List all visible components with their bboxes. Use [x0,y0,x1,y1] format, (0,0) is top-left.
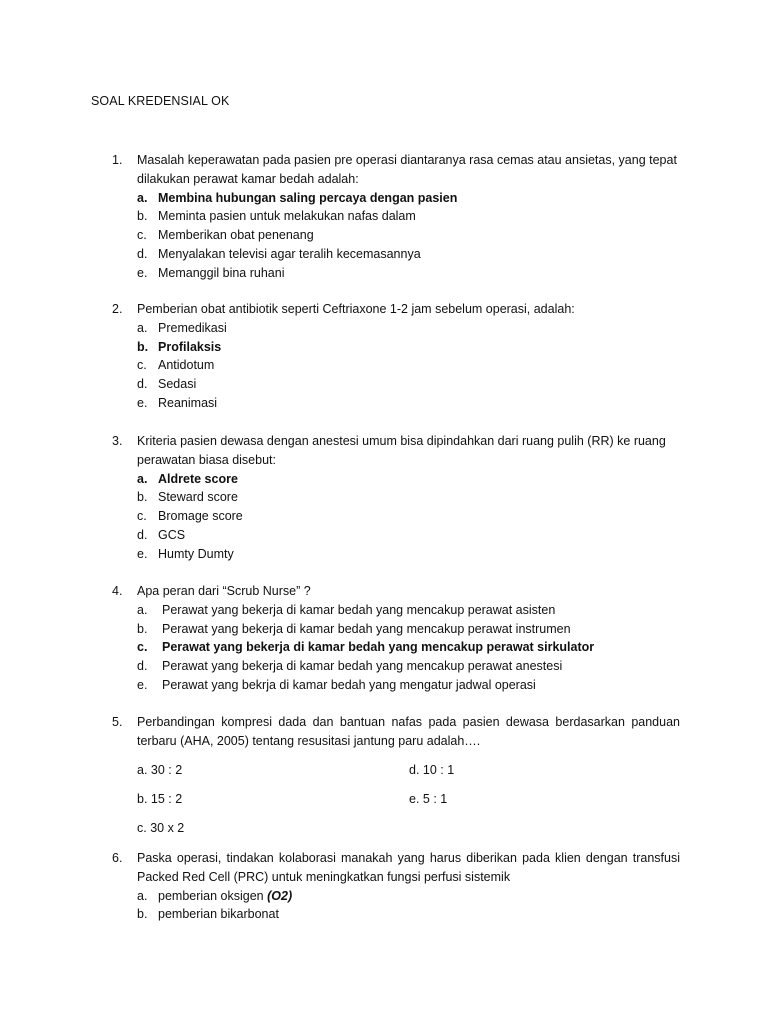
question-2 [112,300,680,413]
option-letter: c. [137,358,147,373]
option-d [137,245,680,264]
question-number: 5. [112,715,123,729]
option-letter: a. [137,471,148,486]
question-stem: Kriteria pasien dewasa dengan anestesi umum bisa dipindahkan dari ruang pulih (RR) ke ruang perawatan biasa disebut: [137,434,666,467]
option-text: Aldrete score [158,471,238,486]
option-letter: d. [137,246,148,261]
document-title: SOAL KREDENSIAL OK [91,94,230,108]
option-text: GCS [158,527,186,542]
answer-grid [137,761,680,841]
option-c [137,356,680,375]
option-c: c. 30 x 2 [137,820,185,835]
option-text: Membina hubungan saling percaya dengan pasien [158,190,458,205]
option-d [137,526,680,545]
option-letter: a. [137,602,148,617]
option-letter: e. [137,677,148,692]
question-1 [112,151,680,283]
option-letter: b. [137,907,148,922]
option-a [137,470,680,489]
option-a [137,887,680,906]
question-stem: Pemberian obat antibiotik seperti Ceftriaxone 1-2 jam sebelum operasi, adalah: [137,302,575,316]
option-text: Humty Dumty [158,546,234,561]
option-extra: (O2) [267,888,293,903]
option-a: a. 30 : 2 [137,762,183,777]
option-a [137,189,680,208]
option-text: Sedasi [158,377,197,392]
question-3 [112,432,680,564]
option-d: d. 10 : 1 [409,762,455,777]
question-number: 1. [112,153,123,167]
option-e [137,394,680,413]
option-d [137,657,680,676]
question-number: 2. [112,302,123,316]
option-b [137,338,680,357]
option-letter: d. [137,659,148,674]
option-letter: e. [137,546,148,561]
option-letter: b. [137,490,148,505]
option-text: Perawat yang bekerja di kamar bedah yang mencakup perawat instrumen [162,621,571,636]
option-e [137,676,680,695]
question-stem: Paska operasi, tindakan kolaborasi manakah yang harus diberikan pada klien dengan transfusi Packed Red Cell (PRC) untuk meningkatkan fungsi perfusi sistemik [137,851,680,884]
option-b [137,620,680,639]
option-b [137,207,680,226]
option-b [137,905,680,924]
option-a [137,601,680,620]
option-text: pemberian oksigen [158,888,264,903]
question-5 [112,713,680,841]
option-text: Reanimasi [158,395,218,410]
option-text: Perawat yang bekerja di kamar bedah yang mencakup perawat sirkulator [162,640,595,655]
option-text: Antidotum [158,358,215,373]
option-e [137,545,680,564]
question-stem: Masalah keperawatan pada pasien pre operasi diantaranya rasa cemas atau ansietas, yang tepat dilakukan perawat kamar bedah adalah: [137,153,677,186]
question-number: 3. [112,434,123,448]
option-text: Profilaksis [158,339,222,354]
option-letter: c. [137,640,148,655]
question-stem: Apa peran dari “Scrub Nurse” ? [137,584,311,598]
question-4 [112,582,680,695]
option-letter: b. [137,209,148,224]
option-letter: a. [137,888,148,903]
option-letter: e. [137,395,148,410]
option-text: Memberikan obat penenang [158,228,314,243]
option-letter: b. [137,339,149,354]
option-b [137,488,680,507]
option-text: Steward score [158,490,238,505]
option-text: Memanggil bina ruhani [158,265,285,280]
question-number: 4. [112,584,123,598]
option-text: Bromage score [158,509,243,524]
question-stem: Perbandingan kompresi dada dan bantuan nafas pada pasien dewasa berdasarkan panduan terbaru (AHA, 2005) tentang resusitasi jantung paru adalah…. [137,715,680,748]
option-e [137,264,680,283]
option-a [137,319,680,338]
question-6 [112,849,680,924]
option-d [137,375,680,394]
option-b: b. 15 : 2 [137,791,183,806]
option-letter: d. [137,377,148,392]
option-c [137,226,680,245]
option-e: e. 5 : 1 [409,791,448,806]
option-c [137,638,680,657]
option-c [137,507,680,526]
option-letter: d. [137,527,148,542]
option-text: Meminta pasien untuk melakukan nafas dalam [158,209,416,224]
option-text: Perawat yang bekerja di kamar bedah yang mencakup perawat anestesi [162,659,563,674]
option-text: Perawat yang bekerja di kamar bedah yang mencakup perawat asisten [162,602,556,617]
option-text: Premedikasi [158,320,227,335]
option-letter: a. [137,190,148,205]
option-text: Menyalakan televisi agar teralih kecemasannya [158,246,421,261]
option-text: Perawat yang bekrja di kamar bedah yang mengatur jadwal operasi [162,677,536,692]
option-letter: c. [137,509,147,524]
option-text: pemberian bikarbonat [158,907,279,922]
option-letter: c. [137,228,147,243]
option-letter: a. [137,320,148,335]
option-letter: e. [137,265,148,280]
option-letter: b. [137,621,148,636]
question-number: 6. [112,851,123,865]
